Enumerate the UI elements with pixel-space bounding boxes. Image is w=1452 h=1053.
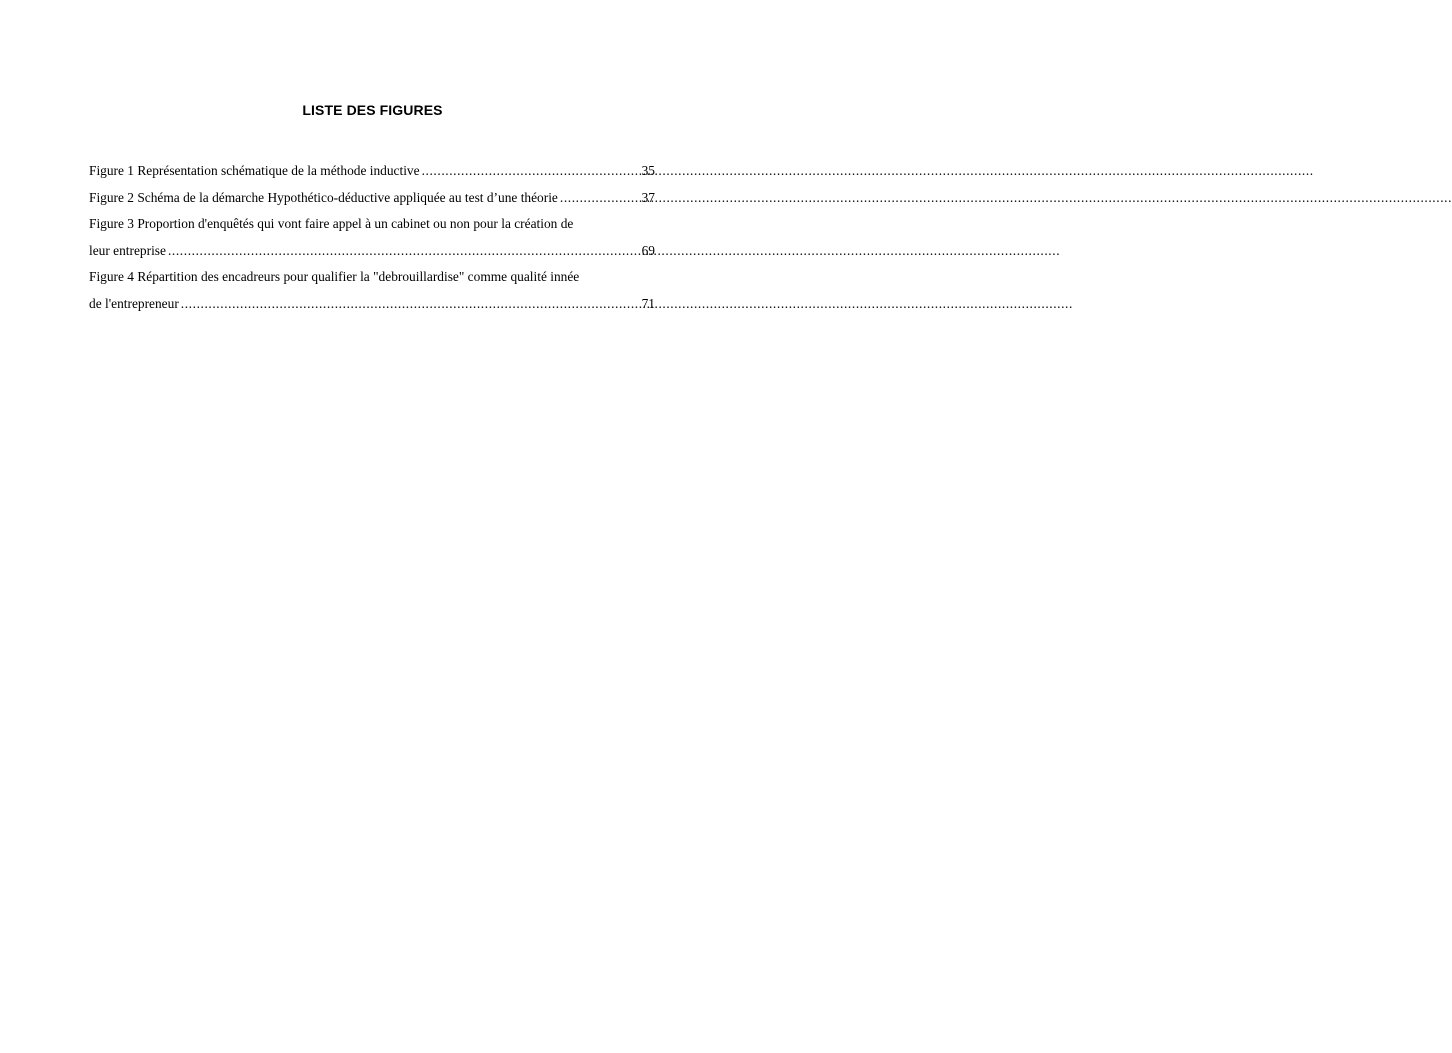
toc-entry-text: Figure 4 Répartition des encadreurs pour qualifier la "debrouillardise" comme qualité innée [89,269,580,284]
toc-line [89,264,655,291]
toc-entry-text-continued: leur entreprise [89,242,166,258]
toc-entry-figure-3[interactable] [89,211,655,264]
page-title: LISTE DES FIGURES [302,102,443,118]
toc-line [89,291,655,318]
toc-page-number: 69 [641,242,655,258]
toc-entry-text-continued: de l'entrepreneur [89,295,179,311]
toc-line [89,185,655,212]
toc-line [89,158,655,185]
toc-entry-text: Figure 3 Proportion d'enquêtés qui vont faire appel à un cabinet ou non pour la création de [89,216,574,231]
toc-entry-figure-2[interactable] [89,185,655,212]
dot-leader [560,185,640,212]
figure-list [89,158,655,317]
dot-leader [181,291,640,318]
toc-line [89,238,655,265]
toc-page-number: 37 [641,189,655,205]
toc-line [89,211,655,238]
toc-entry-figure-4[interactable] [89,264,655,317]
toc-page-number: 35 [641,163,655,178]
dot-leader [422,158,640,185]
dot-leader [168,238,640,265]
toc-entry-text: Figure 2 Schéma de la démarche Hypothético-déductive appliquée au test d’une théorie [89,189,558,205]
toc-entry-figure-1[interactable] [89,158,655,185]
toc-page-number: 71 [641,295,655,311]
toc-entry-text: Figure 1 Représentation schématique de la méthode inductive [89,163,420,178]
